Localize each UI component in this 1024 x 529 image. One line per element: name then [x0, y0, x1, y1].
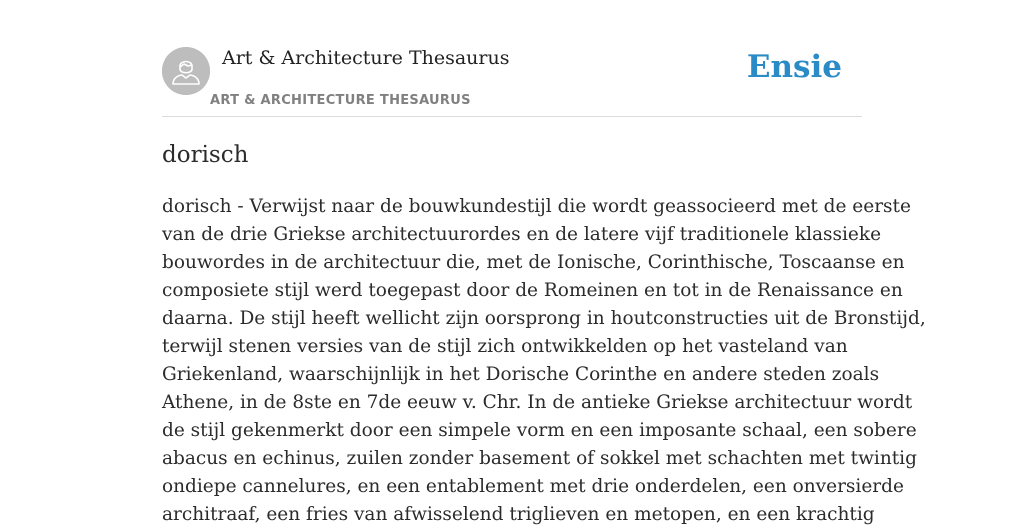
- term-title: dorisch: [162, 142, 249, 168]
- source-title[interactable]: Art & Architecture Thesaurus: [222, 47, 510, 69]
- definition-line: ondiepe cannelures, en een entablement met drie onderdelen, een onversierde: [162, 476, 904, 497]
- ensie-logo[interactable]: Ensie: [746, 49, 842, 85]
- source-subtitle[interactable]: ART & ARCHITECTURE THESAURUS: [210, 93, 471, 108]
- term-definition: [162, 193, 926, 529]
- definition-line: dorisch - Verwijst naar de bouwkundestijl die wordt geassocieerd met de eerste: [162, 196, 911, 217]
- definition-line: architraaf, een fries van afwisselend triglieven en metopen, en een krachtig: [162, 504, 875, 525]
- definition-line: terwijl stenen versies van de stijl zich ontwikkelden op het vasteland van: [162, 336, 848, 357]
- user-placeholder-icon[interactable]: [162, 47, 210, 95]
- definition-line: daarna. De stijl heeft wellicht zijn oorsprong in houtconstructies uit de Bronstijd,: [162, 308, 926, 329]
- definition-line: composiete stijl werd toegepast door de Romeinen en tot in de Renaissance en: [162, 280, 903, 301]
- definition-line: abacus en echinus, zuilen zonder basement of sokkel met schachten met twintig: [162, 448, 917, 469]
- definition-line: Griekenland, waarschijnlijk in het Dorische Corinthe en andere steden zoals: [162, 364, 880, 385]
- definition-line: Athene, in de 8ste en 7de eeuw v. Chr. In de antieke Griekse architectuur wordt: [162, 392, 913, 413]
- definition-line: bouwordes in de architectuur die, met de Ionische, Corinthische, Toscaanse en: [162, 252, 905, 273]
- definition-line: de stijl gekenmerkt door een simpele vorm en een imposante schaal, een sobere: [162, 420, 917, 441]
- definition-line: van de drie Griekse architectuurordes en de latere vijf traditionele klassieke: [162, 224, 882, 245]
- source-header: [162, 46, 862, 117]
